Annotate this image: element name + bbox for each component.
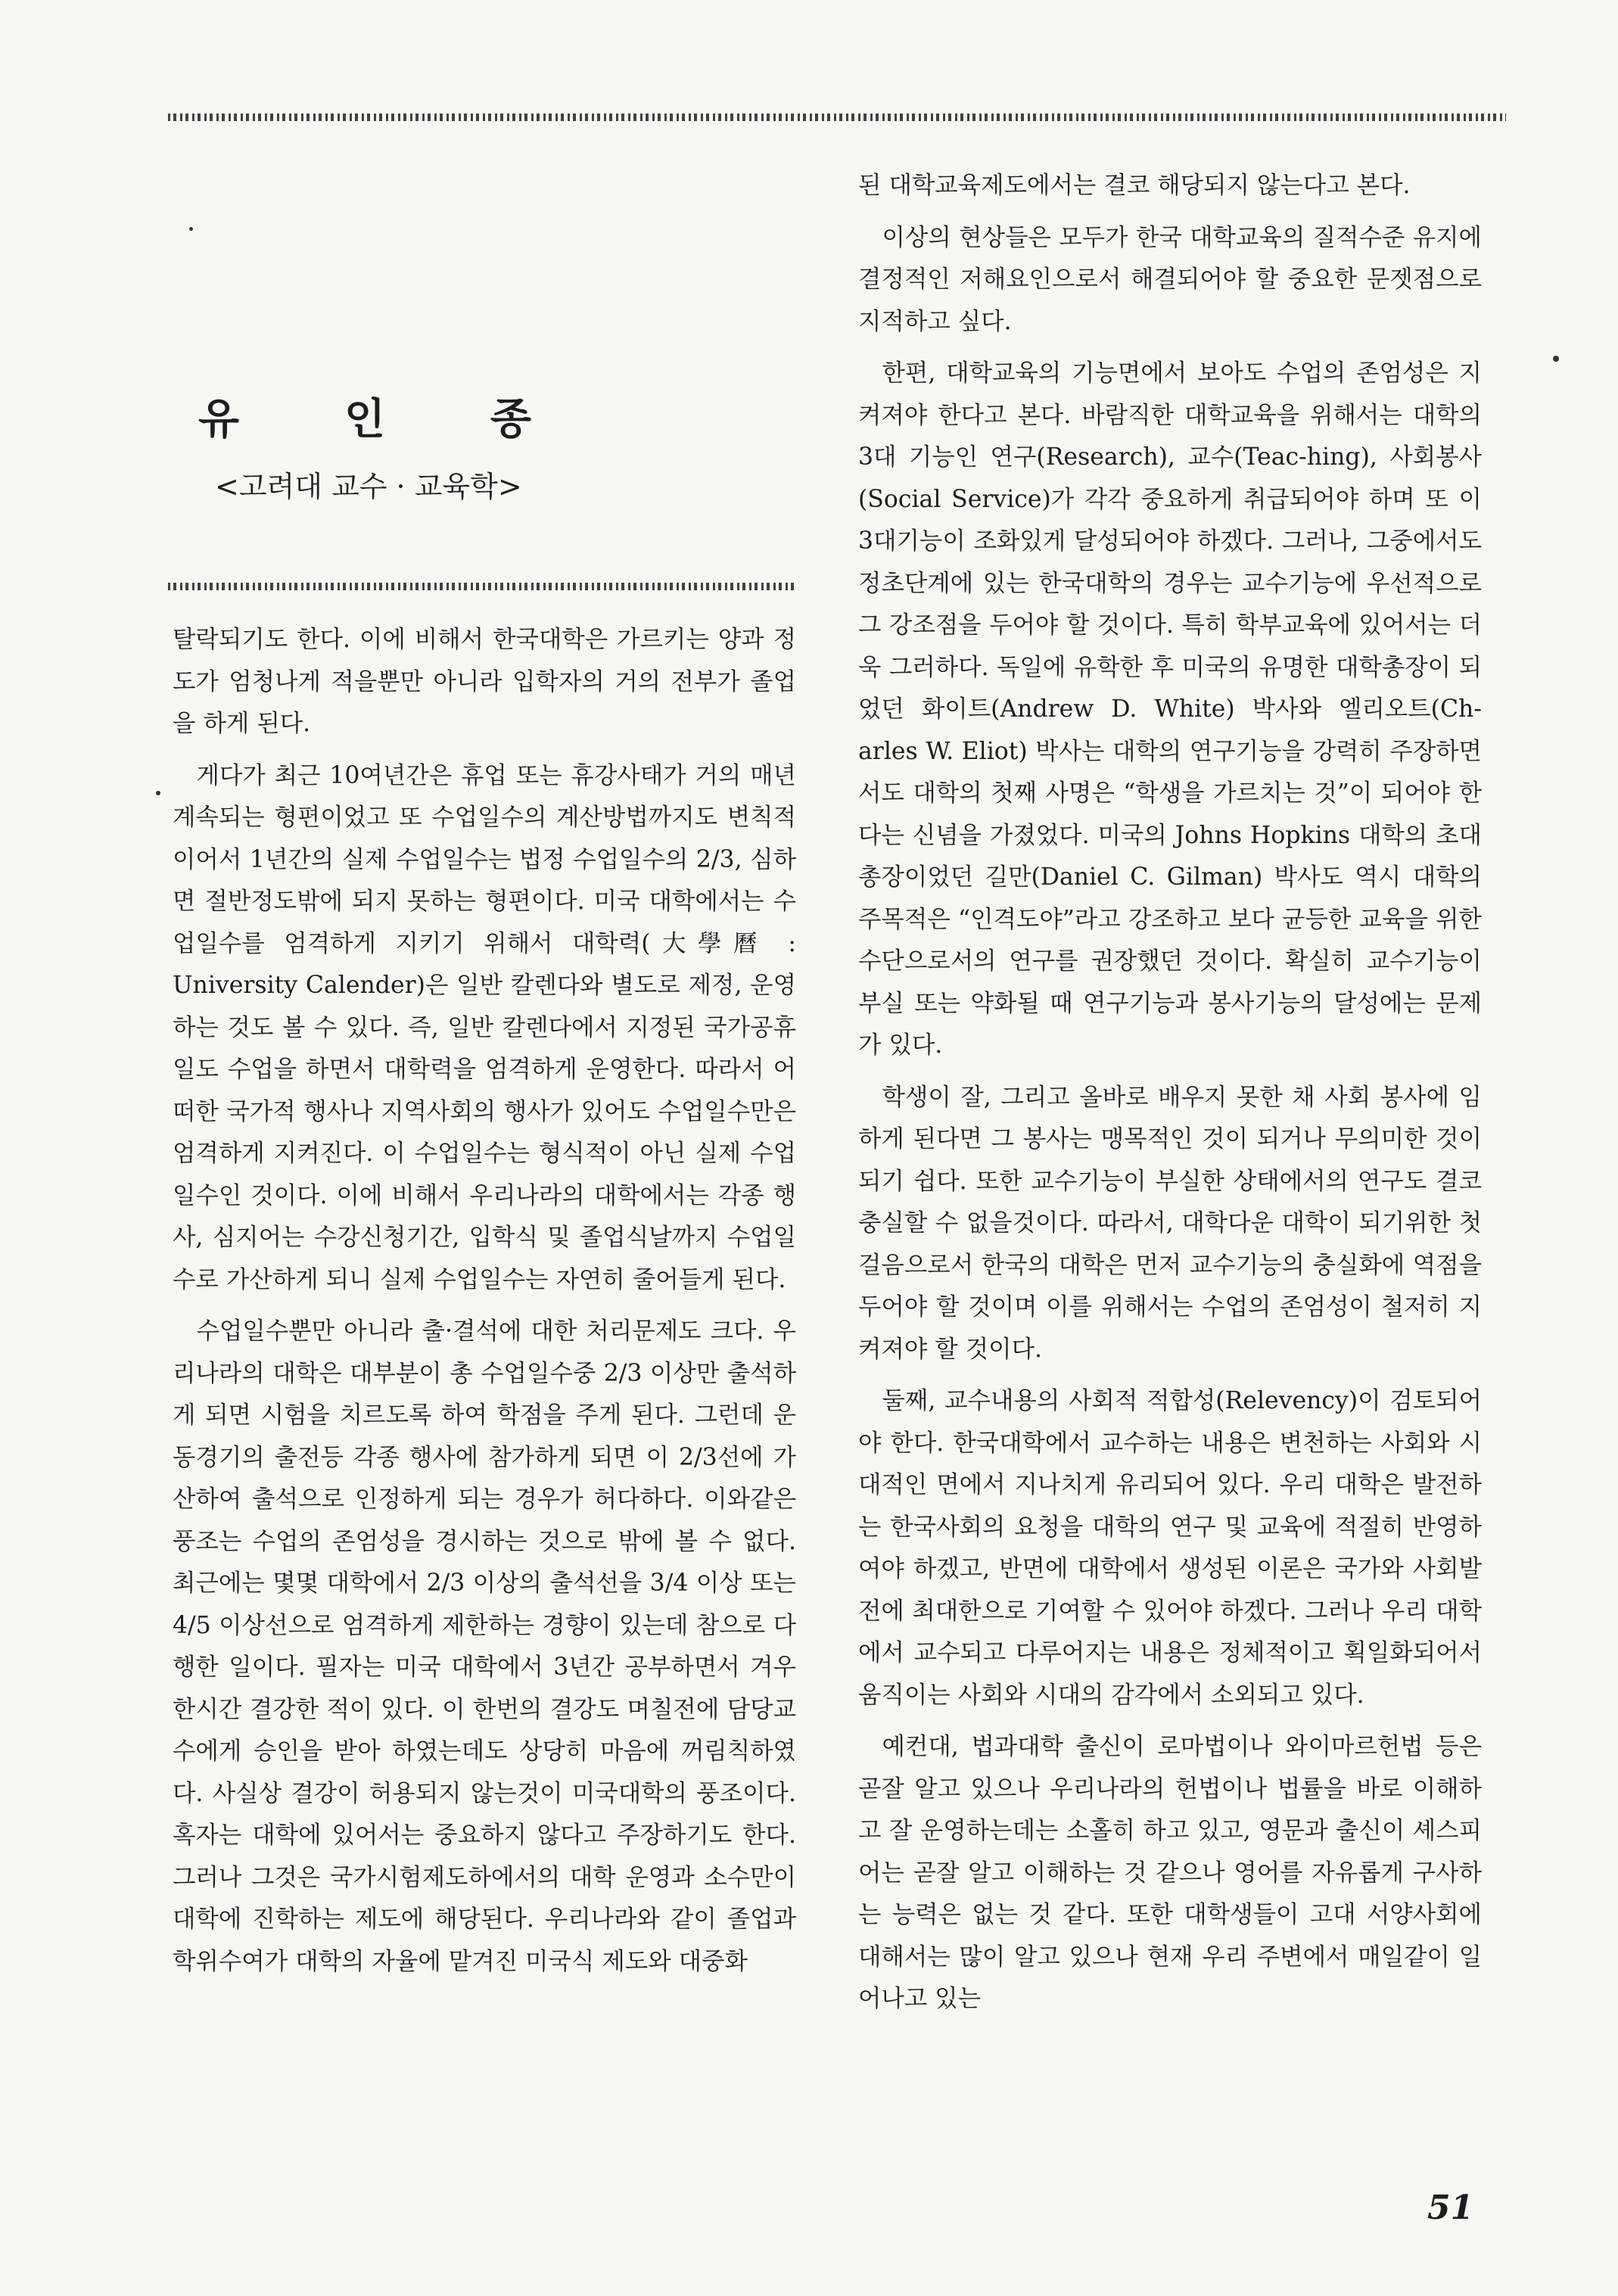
paragraph: 학생이 잘, 그리고 올바로 배우지 못한 채 사회 봉사에 임하게 된다면 그 봉사는 맹목적인 것이 되거나 무의미한 것이 되기 쉽다. 또한 교수기능이 부실한 상태에서의 연구도 결코 충실할 수 없을것이다. 따라서, 대학다운 대학이 되기위한 첫 걸음으로서 한국의 대학은 먼저 교수기능의 충실화에 역점을 두어야 할 것이며 이를 위해서는 수업의 존엄성이 철저히 지켜져야 할 것이다. [858,1083,1482,1363]
author-name-char: 종 [490,395,531,444]
paragraph: 게다가 최근 10여년간은 휴업 또는 휴강사태가 거의 매년 계속되는 형편이었고 또 수업일수의 계산방법까지도 변칙적이어서 1년간의 실제 수업일수는 법정 수업일수의 2/3, 심하면 절반정도밖에 되지 못하는 형편이다. 미국 대학에서는 수업일수를 엄격하게 지키기 위해서 대학력(大學曆 : University Calender)은 일반 칼렌다와 별도로 제정, 운영하는 것도 볼 수 있다. 즉, 일반 칼렌다에서 지정된 국가공휴일도 수업을 하면서 대학력을 엄격하게 운영한다. 따라서 어떠한 국가적 행사나 지역사회의 행사가 있어도 수업일수만은 엄격하게 지켜진다. 이 수업일수는 형식적이 아닌 실제 수업일수인 것이다. 이에 비해서 우리나라의 대학에서는 각종 행사, 심지어는 수강신청기간, 입학식 및 졸업식날까지 수업일수로 가산하게 되니 실제 수업일수는 자연히 줄어들게 된다. [173,761,796,1293]
right-column [858,165,1482,2030]
paragraph: 둘째, 교수내용의 사회적 적합성(Relevency)이 검토되어야 한다. 한국대학에서 교수하는 내용은 변천하는 사회와 시대적인 면에서 지나치게 유리되어 있다. 우리 대학은 발전하는 한국사회의 요청을 대학의 연구 및 교육에 적절히 반영하여야 하겠고, 반면에 대학에서 생성된 이론은 국가와 사회발전에 최대한으로 기여할 수 있어야 하겠다. 그러나 우리 대학에서 교수되고 다루어지는 내용은 정체적이고 획일화되어서 움직이는 사회와 시대의 감각에서 소외되고 있다. [858,1387,1482,1709]
paragraph: 수업일수뿐만 아니라 출·결석에 대한 처리문제도 크다. 우리나라의 대학은 대부분이 총 수업일수중 2/3 이상만 출석하게 되면 시험을 치르도록 하여 학점을 주게 된다. 그런데 운동경기의 출전등 각종 행사에 참가하게 되면 이 2/3선에 가산하여 출석으로 인정하게 되는 경우가 허다하다. 이와같은 풍조는 수업의 존엄성을 경시하는 것으로 밖에 볼 수 없다. 최근에는 몇몇 대학에서 2/3 이상의 출석선을 3/4 이상 또는 4/5 이상선으로 엄격하게 제한하는 경향이 있는데 참으로 다행한 일이다. 필자는 미국 대학에서 3년간 공부하면서 겨우 한시간 결강한 적이 있다. 이 한번의 결강도 며칠전에 담당교수에게 승인을 받아 하였는데도 상당히 마음에 꺼림칙하였다. 사실상 결강이 허용되지 않는것이 미국대학의 풍조이다. 혹자는 대학에 있어서는 중요하지 않다고 주장하기도 한다. 그러나 그것은 국가시험제도하에서의 대학 운영과 소수만이 대학에 진학하는 제도에 해당된다. 우리나라와 같이 졸업과 학위수여가 대학의 자율에 맡겨진 미국식 제도와 대중화 [173,1318,796,1975]
scan-speck [1553,356,1559,362]
author-affiliation: <고려대 교수 · 교육학> [215,470,522,503]
author-divider-rule [168,583,798,590]
author-block [198,386,773,505]
scan-speck [189,227,193,231]
top-ornamental-rule [168,114,1506,121]
left-column [173,619,796,1993]
page-number: 51 [1427,2189,1474,2227]
paragraph: 예컨대, 법과대학 출신이 로마법이나 와이마르헌법 등은 곧잘 알고 있으나 우리나라의 헌법이나 법률을 바로 이해하고 잘 운영하는데는 소홀히 하고 있고, 영문과 출신이 셰스피어는 곧잘 알고 이해하는 것 같으나 영어를 자유롭게 구사하는 능력은 없는 것 같다. 또한 대학생들이 고대 서양사회에 대해서는 많이 알고 있으나 현재 우리 주변에서 매일같이 일어나고 있는 [858,1733,1482,2012]
paragraph: 탈락되기도 한다. 이에 비해서 한국대학은 가르키는 양과 정도가 엄청나게 적을뿐만 아니라 입학자의 거의 전부가 졸업을 하게 된다. [173,626,796,737]
author-name-char: 인 [344,395,386,444]
author-name [198,386,531,446]
paragraph: 이상의 현상들은 모두가 한국 대학교육의 질적수준 유지에 결정적인 저해요인으로서 해결되어야 할 중요한 문젯점으로 지적하고 싶다. [858,223,1482,335]
paragraph: 한편, 대학교육의 기능면에서 보아도 수업의 존엄성은 지켜져야 한다고 본다. 바람직한 대학교육을 위해서는 대학의 3대 기능인 연구(Research), 교수(Teac-hing), 사회봉사(Social Service)가 각각 중요하게 취급되어야 하며 또 이 3대기능이 조화있게 달성되어야 하겠다. 그러나, 그중에서도 정초단계에 있는 한국대학의 경우는 교수기능에 우선적으로 그 강조점을 두어야 할 것이다. 특히 학부교육에 있어서는 더욱 그러하다. 독일에 유학한 후 미국의 유명한 대학총장이 되었던 화이트(Andrew D. White) 박사와 엘리오트(Ch-arles W. Eliot) 박사는 대학의 연구기능을 강력히 주장하면서도 대학의 첫째 사명은 “학생을 가르치는 것”이 되어야 한다는 신념을 가졌었다. 미국의 Johns Hopkins 대학의 초대 총장이었던 길만(Daniel C. Gilman) 박사도 역시 대학의 주목적은 “인격도야”라고 강조하고 보다 균등한 교육을 위한 수단으로서의 연구를 권장했던 것이다. 확실히 교수기능이 부실 또는 약화될 때 연구기능과 봉사기능의 달성에는 문제가 있다. [858,359,1482,1059]
scan-speck [156,791,160,795]
paragraph: 된 대학교육제도에서는 결코 해당되지 않는다고 본다. [858,172,1411,199]
author-name-char: 유 [198,395,240,444]
